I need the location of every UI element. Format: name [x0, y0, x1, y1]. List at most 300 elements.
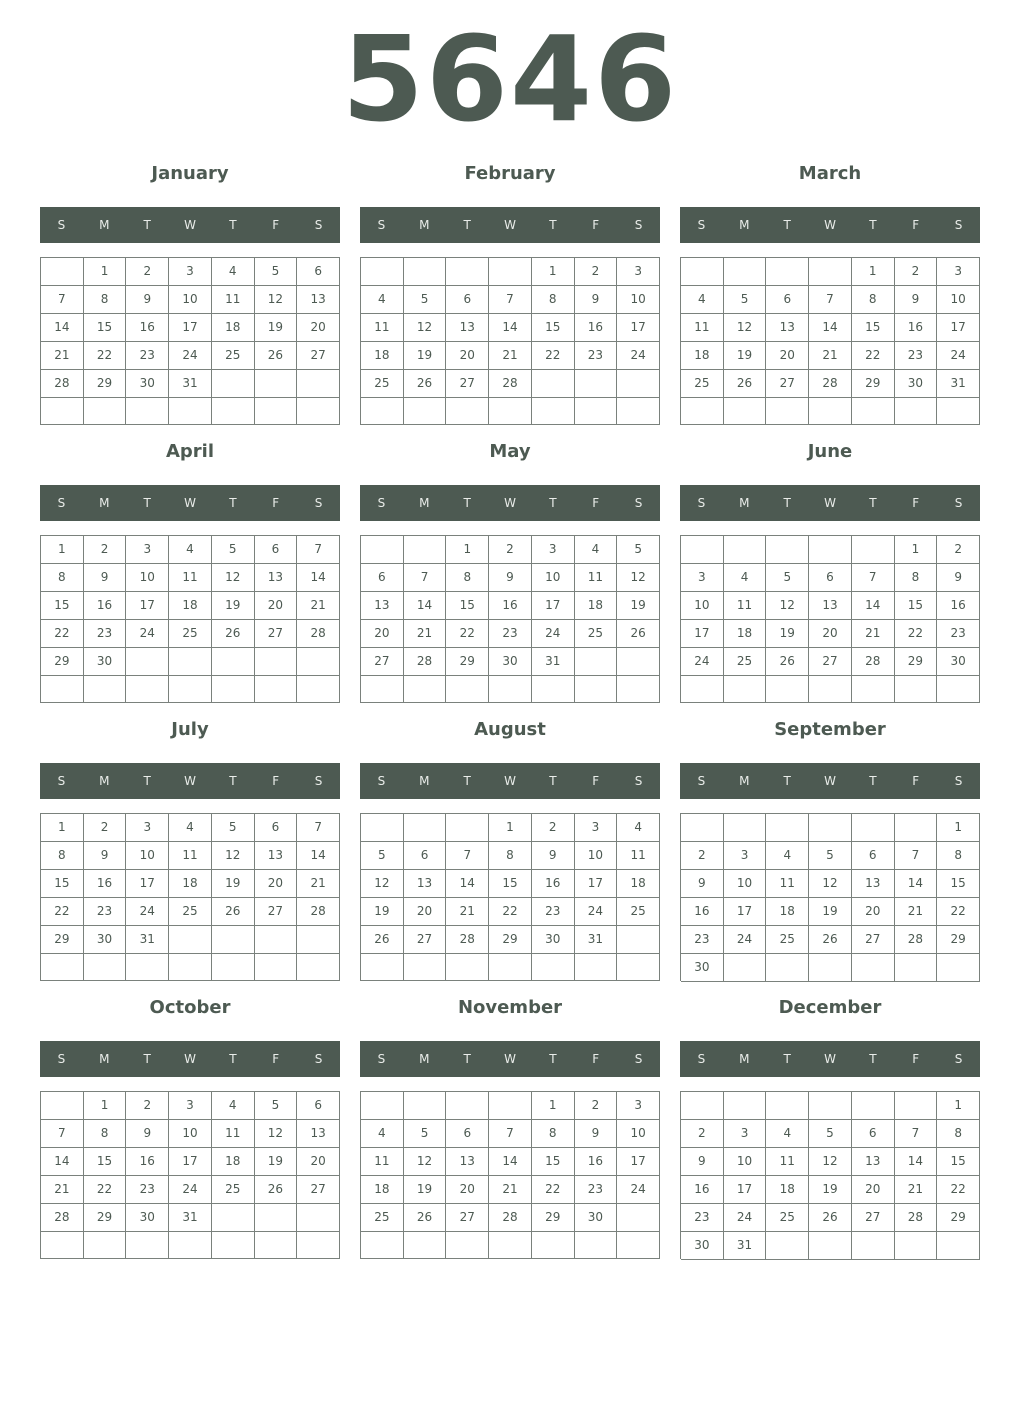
day-cell: 3: [724, 842, 767, 870]
day-cell: 18: [212, 1148, 255, 1176]
day-cell: [532, 398, 575, 425]
weekday-label: F: [912, 1052, 920, 1066]
weekday-label: F: [272, 1052, 280, 1066]
day-cell: [446, 398, 489, 425]
day-cell: 9: [681, 1148, 724, 1176]
day-cell: 14: [41, 314, 84, 342]
day-cell: 1: [937, 1092, 980, 1120]
day-cell: 29: [532, 1204, 575, 1232]
day-grid: [680, 813, 980, 981]
day-cell: 23: [84, 898, 127, 926]
day-cell: 4: [724, 564, 767, 592]
day-cell: [852, 536, 895, 564]
day-cell: 29: [937, 926, 980, 954]
day-cell: 20: [809, 620, 852, 648]
day-cell: 17: [169, 1148, 212, 1176]
day-cell: [489, 954, 532, 981]
day-cell: 8: [489, 842, 532, 870]
day-cell: [255, 648, 298, 676]
day-cell: 9: [126, 286, 169, 314]
day-cell: 4: [169, 814, 212, 842]
day-cell: 28: [895, 926, 938, 954]
day-cell: 15: [446, 592, 489, 620]
day-cell: 11: [681, 314, 724, 342]
day-cell: 23: [489, 620, 532, 648]
day-cell: 2: [532, 814, 575, 842]
day-cell: 15: [895, 592, 938, 620]
day-cell: 18: [361, 342, 404, 370]
day-cell: 9: [532, 842, 575, 870]
day-cell: [681, 814, 724, 842]
day-cell: 7: [297, 814, 340, 842]
day-cell: 13: [766, 314, 809, 342]
day-cell: 8: [532, 286, 575, 314]
weekday-header: [680, 1041, 980, 1077]
day-cell: 23: [126, 342, 169, 370]
day-cell: [361, 536, 404, 564]
weekday-label: W: [504, 496, 516, 510]
day-cell: 29: [41, 926, 84, 954]
day-cell: 28: [404, 648, 447, 676]
weekday-label: T: [229, 496, 237, 510]
day-cell: 5: [255, 258, 298, 286]
month-name: April: [165, 441, 215, 462]
day-grid: [40, 257, 340, 425]
day-cell: [489, 1092, 532, 1120]
day-cell: 31: [575, 926, 618, 954]
weekday-header: [360, 1041, 660, 1077]
weekday-header: [680, 763, 980, 799]
day-grid: [680, 1091, 980, 1259]
weekday-label: F: [912, 496, 920, 510]
day-cell: 27: [361, 648, 404, 676]
day-cell: 6: [446, 286, 489, 314]
day-cell: 8: [937, 1120, 980, 1148]
day-cell: [724, 536, 767, 564]
day-grid: [40, 1091, 340, 1259]
day-cell: 29: [84, 1204, 127, 1232]
day-cell: 15: [84, 1148, 127, 1176]
day-cell: 29: [84, 370, 127, 398]
day-cell: 16: [895, 314, 938, 342]
day-cell: 19: [404, 342, 447, 370]
day-cell: 21: [489, 342, 532, 370]
day-cell: 6: [852, 842, 895, 870]
day-cell: [766, 814, 809, 842]
day-cell: 11: [212, 1120, 255, 1148]
day-cell: 25: [169, 898, 212, 926]
weekday-label: T: [143, 218, 151, 232]
day-cell: 14: [489, 1148, 532, 1176]
day-cell: 10: [532, 564, 575, 592]
day-cell: 16: [84, 592, 127, 620]
day-cell: 17: [937, 314, 980, 342]
day-cell: 24: [724, 1204, 767, 1232]
day-cell: 30: [937, 648, 980, 676]
weekday-label: T: [463, 496, 471, 510]
day-cell: 25: [766, 926, 809, 954]
day-cell: [809, 676, 852, 703]
day-cell: 13: [852, 1148, 895, 1176]
weekday-label: W: [504, 774, 516, 788]
day-cell: [937, 1232, 980, 1260]
day-cell: 5: [255, 1092, 298, 1120]
day-cell: [212, 926, 255, 954]
day-cell: [532, 954, 575, 981]
day-cell: [852, 814, 895, 842]
day-cell: 10: [126, 564, 169, 592]
month-name: December: [778, 997, 882, 1018]
day-cell: [809, 954, 852, 982]
day-cell: [766, 258, 809, 286]
day-cell: 26: [255, 1176, 298, 1204]
day-cell: 10: [617, 1120, 660, 1148]
day-cell: [361, 398, 404, 425]
day-cell: 13: [852, 870, 895, 898]
day-cell: 29: [937, 1204, 980, 1232]
day-cell: 3: [169, 1092, 212, 1120]
weekday-label: S: [634, 774, 643, 788]
day-cell: [404, 814, 447, 842]
day-cell: 3: [724, 1120, 767, 1148]
day-cell: 4: [575, 536, 618, 564]
day-cell: [126, 954, 169, 981]
day-cell: [852, 676, 895, 703]
weekday-label: T: [143, 496, 151, 510]
day-cell: 30: [532, 926, 575, 954]
day-cell: 17: [617, 314, 660, 342]
day-cell: 19: [212, 592, 255, 620]
day-cell: 24: [169, 342, 212, 370]
weekday-label: S: [377, 218, 386, 232]
day-cell: [575, 648, 618, 676]
month-name: June: [807, 441, 853, 462]
day-cell: 14: [297, 564, 340, 592]
day-cell: 13: [297, 1120, 340, 1148]
weekday-label: W: [184, 496, 196, 510]
day-cell: 3: [532, 536, 575, 564]
day-cell: 2: [681, 1120, 724, 1148]
day-cell: 4: [169, 536, 212, 564]
day-cell: [489, 676, 532, 703]
day-cell: 8: [41, 842, 84, 870]
day-cell: 24: [169, 1176, 212, 1204]
day-cell: 30: [895, 370, 938, 398]
day-cell: 25: [212, 342, 255, 370]
day-cell: 15: [852, 314, 895, 342]
day-cell: 7: [895, 1120, 938, 1148]
day-cell: 15: [41, 870, 84, 898]
weekday-label: M: [419, 218, 430, 232]
day-cell: 16: [126, 1148, 169, 1176]
day-cell: 16: [681, 898, 724, 926]
weekday-label: T: [783, 218, 791, 232]
day-cell: 17: [681, 620, 724, 648]
day-cell: [575, 1232, 618, 1259]
day-cell: 17: [532, 592, 575, 620]
day-cell: [617, 954, 660, 981]
day-cell: 22: [446, 620, 489, 648]
day-cell: 30: [489, 648, 532, 676]
weekday-label: M: [419, 1052, 430, 1066]
day-cell: [212, 676, 255, 703]
weekday-header: [40, 207, 340, 243]
day-cell: 19: [809, 1176, 852, 1204]
day-cell: 31: [169, 370, 212, 398]
day-cell: [617, 676, 660, 703]
weekday-label: S: [954, 774, 963, 788]
day-cell: 11: [361, 1148, 404, 1176]
day-cell: [212, 398, 255, 425]
day-cell: 14: [404, 592, 447, 620]
day-cell: 10: [681, 592, 724, 620]
weekday-label: W: [184, 1052, 196, 1066]
day-cell: 15: [532, 314, 575, 342]
day-cell: 15: [41, 592, 84, 620]
day-cell: 25: [681, 370, 724, 398]
day-cell: [724, 1092, 767, 1120]
day-cell: [766, 954, 809, 982]
weekday-label: T: [229, 218, 237, 232]
weekday-label: T: [869, 496, 877, 510]
weekday-label: T: [229, 1052, 237, 1066]
day-cell: 27: [766, 370, 809, 398]
day-cell: [361, 1092, 404, 1120]
day-cell: [895, 814, 938, 842]
day-cell: 7: [446, 842, 489, 870]
weekday-label: S: [314, 774, 323, 788]
day-cell: 28: [297, 898, 340, 926]
weekday-label: T: [463, 218, 471, 232]
day-cell: [169, 954, 212, 981]
day-cell: 10: [169, 1120, 212, 1148]
day-cell: [766, 536, 809, 564]
day-cell: 6: [446, 1120, 489, 1148]
day-cell: 18: [617, 870, 660, 898]
day-cell: 24: [724, 926, 767, 954]
day-cell: 20: [297, 1148, 340, 1176]
weekday-label: W: [824, 774, 836, 788]
day-cell: 11: [617, 842, 660, 870]
day-cell: 26: [766, 648, 809, 676]
weekday-header: [40, 763, 340, 799]
day-cell: 18: [766, 1176, 809, 1204]
day-cell: 28: [809, 370, 852, 398]
day-cell: 22: [84, 342, 127, 370]
day-cell: 4: [766, 1120, 809, 1148]
day-cell: 8: [84, 1120, 127, 1148]
day-cell: 12: [255, 286, 298, 314]
day-cell: 23: [126, 1176, 169, 1204]
weekday-label: S: [697, 218, 706, 232]
day-cell: [446, 258, 489, 286]
day-cell: [809, 536, 852, 564]
day-cell: [212, 954, 255, 981]
day-cell: 17: [126, 592, 169, 620]
weekday-label: T: [783, 774, 791, 788]
day-cell: 18: [724, 620, 767, 648]
day-cell: 22: [489, 898, 532, 926]
weekday-label: W: [184, 774, 196, 788]
weekday-label: W: [504, 218, 516, 232]
day-cell: 14: [446, 870, 489, 898]
day-cell: 29: [41, 648, 84, 676]
day-cell: [575, 676, 618, 703]
day-cell: 30: [84, 648, 127, 676]
day-cell: 1: [895, 536, 938, 564]
day-cell: 1: [41, 814, 84, 842]
day-cell: 10: [126, 842, 169, 870]
day-cell: 26: [212, 620, 255, 648]
day-cell: 24: [617, 1176, 660, 1204]
day-cell: 9: [84, 842, 127, 870]
day-cell: [937, 676, 980, 703]
weekday-label: S: [634, 1052, 643, 1066]
day-cell: 9: [895, 286, 938, 314]
day-cell: 8: [852, 286, 895, 314]
day-cell: 10: [937, 286, 980, 314]
weekday-header: [360, 207, 660, 243]
day-cell: 21: [895, 898, 938, 926]
day-cell: 11: [766, 870, 809, 898]
day-cell: 21: [809, 342, 852, 370]
day-cell: [766, 676, 809, 703]
day-cell: 12: [809, 870, 852, 898]
weekday-label: T: [869, 218, 877, 232]
weekday-label: S: [57, 1052, 66, 1066]
day-cell: [404, 398, 447, 425]
day-cell: 9: [681, 870, 724, 898]
day-cell: 8: [532, 1120, 575, 1148]
day-cell: 2: [489, 536, 532, 564]
day-cell: 16: [937, 592, 980, 620]
day-cell: 4: [681, 286, 724, 314]
day-cell: [361, 676, 404, 703]
day-cell: [169, 1232, 212, 1259]
day-cell: 28: [41, 370, 84, 398]
day-grid: [680, 257, 980, 425]
weekday-label: T: [549, 774, 557, 788]
day-cell: 22: [532, 342, 575, 370]
weekday-label: W: [824, 496, 836, 510]
day-cell: 20: [766, 342, 809, 370]
day-cell: 7: [404, 564, 447, 592]
day-cell: 3: [617, 1092, 660, 1120]
weekday-label: T: [549, 1052, 557, 1066]
day-cell: 7: [852, 564, 895, 592]
day-cell: 14: [895, 870, 938, 898]
day-cell: 15: [84, 314, 127, 342]
day-cell: 31: [126, 926, 169, 954]
day-cell: 18: [681, 342, 724, 370]
weekday-label: M: [99, 774, 110, 788]
day-cell: [297, 370, 340, 398]
day-cell: 16: [575, 1148, 618, 1176]
day-cell: 29: [446, 648, 489, 676]
day-cell: [937, 954, 980, 982]
day-cell: [809, 1232, 852, 1260]
day-cell: 19: [809, 898, 852, 926]
day-cell: 5: [212, 536, 255, 564]
day-cell: 5: [809, 842, 852, 870]
day-cell: 20: [255, 592, 298, 620]
day-cell: [489, 398, 532, 425]
day-cell: [126, 648, 169, 676]
day-cell: 16: [126, 314, 169, 342]
weekday-label: S: [377, 774, 386, 788]
day-cell: [852, 1232, 895, 1260]
day-cell: 6: [404, 842, 447, 870]
day-cell: 19: [255, 1148, 298, 1176]
day-cell: [681, 398, 724, 425]
day-cell: [297, 954, 340, 981]
day-cell: 24: [617, 342, 660, 370]
day-cell: 5: [766, 564, 809, 592]
day-cell: 14: [809, 314, 852, 342]
day-cell: 6: [361, 564, 404, 592]
day-cell: 29: [895, 648, 938, 676]
day-cell: [41, 676, 84, 703]
day-cell: 12: [404, 1148, 447, 1176]
day-cell: 24: [126, 620, 169, 648]
day-cell: 27: [446, 1204, 489, 1232]
day-cell: [361, 954, 404, 981]
day-cell: 23: [84, 620, 127, 648]
day-cell: 30: [575, 1204, 618, 1232]
day-cell: [361, 814, 404, 842]
day-cell: 8: [84, 286, 127, 314]
weekday-label: W: [184, 218, 196, 232]
day-cell: 5: [404, 1120, 447, 1148]
day-cell: 14: [297, 842, 340, 870]
day-cell: 27: [852, 926, 895, 954]
weekday-label: T: [229, 774, 237, 788]
day-cell: 11: [169, 564, 212, 592]
day-cell: 10: [724, 1148, 767, 1176]
day-cell: [766, 1092, 809, 1120]
day-cell: 5: [617, 536, 660, 564]
day-cell: [255, 370, 298, 398]
day-cell: [84, 398, 127, 425]
day-cell: [404, 1232, 447, 1259]
day-cell: 3: [617, 258, 660, 286]
day-cell: 13: [446, 314, 489, 342]
day-cell: 1: [489, 814, 532, 842]
day-cell: [852, 1092, 895, 1120]
day-cell: 28: [895, 1204, 938, 1232]
day-cell: 14: [895, 1148, 938, 1176]
day-cell: 21: [404, 620, 447, 648]
weekday-label: T: [783, 1052, 791, 1066]
day-cell: 7: [41, 286, 84, 314]
day-cell: [617, 398, 660, 425]
day-cell: [297, 926, 340, 954]
weekday-label: M: [739, 218, 750, 232]
day-cell: 1: [41, 536, 84, 564]
day-cell: 27: [809, 648, 852, 676]
month-name: February: [464, 163, 556, 184]
day-cell: 12: [617, 564, 660, 592]
day-cell: 18: [169, 592, 212, 620]
day-cell: 23: [895, 342, 938, 370]
weekday-label: W: [824, 1052, 836, 1066]
weekday-label: S: [377, 496, 386, 510]
day-cell: [255, 954, 298, 981]
day-cell: [255, 676, 298, 703]
day-cell: 12: [766, 592, 809, 620]
day-cell: 5: [212, 814, 255, 842]
day-cell: 18: [169, 870, 212, 898]
